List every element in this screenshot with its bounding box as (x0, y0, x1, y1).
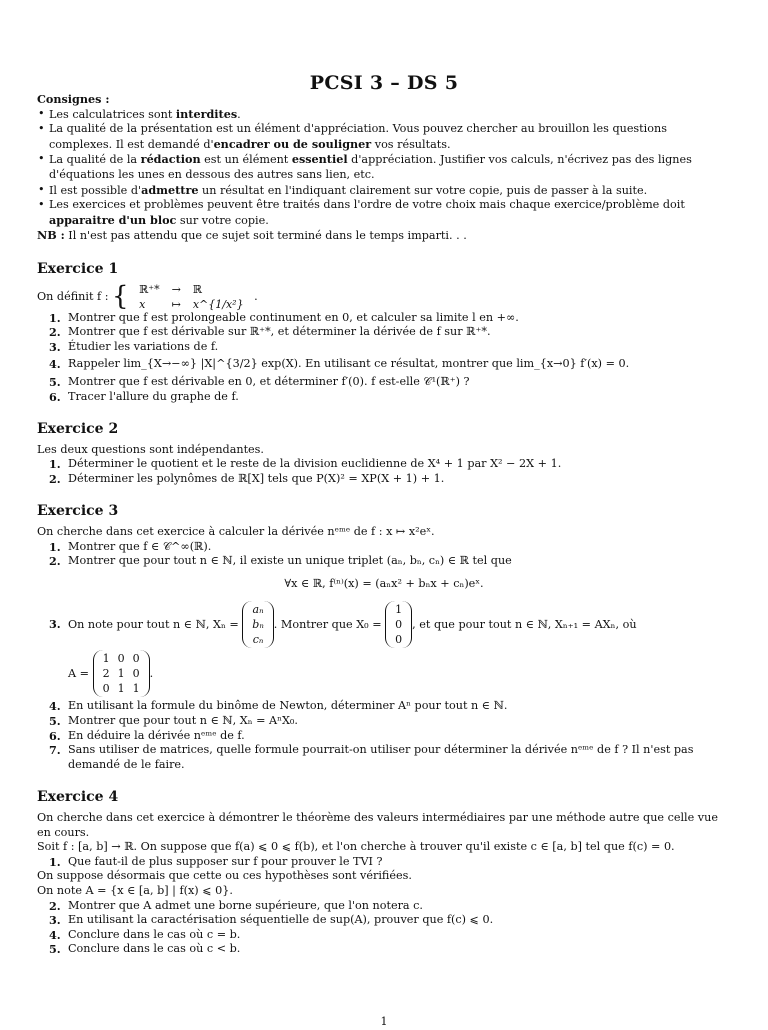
consigne-item: • Les calculatrices sont interdites. (37, 107, 731, 123)
page-number: 1 (380, 1015, 388, 1028)
ex3-question-3 (37, 597, 731, 648)
question: 2. Montrer que pour tout n ∈ ℕ, il existe un unique triplet (aₙ, bₙ, cₙ) ∈ ℝ tel que (49, 554, 512, 569)
ex4-questions (37, 899, 731, 957)
question: 3. En utilisant la caractérisation séquentielle de sup(A), prouver que f(c) ⩽ 0. (49, 913, 494, 928)
consigne-item: • Il est possible d'admettre un résultat en l'indiquant clairement sur votre copie, puis de passer à la suite. (37, 183, 731, 199)
consignes-list (37, 107, 731, 229)
question: 2. Déterminer les polynômes de ℝ[X] tels que P(X)² = XP(X + 1) + 1. (49, 471, 445, 486)
x0-vector: 1 0 0 (385, 601, 412, 648)
question: 1. Montrer que f est prolongeable continument en 0, et calculer sa limite l en +∞. (49, 310, 519, 325)
ex4-intro-1: On cherche dans cet exercice à démontrer le théorème des valeurs intermédiaires par une méthode autre que celle vue en cours. (37, 811, 718, 839)
question: 4. Conclure dans le cas où c = b. (49, 927, 241, 942)
ex3-display-equation: ∀x ∈ ℝ, f⁽ⁿ⁾(x) = (aₙx² + bₙx + cₙ)eˣ. (284, 576, 484, 590)
question: 7. Sans utiliser de matrices, quelle formule pourrait-on utiliser pour déterminer la dérivée nᵉᵐᵉ de f ? Il n'est pas demandé de le faire. (49, 743, 694, 771)
ex4-mid-2: On note A = {x ∈ [a, b] | f(x) ⩽ 0}. (37, 883, 233, 897)
question: 4. En utilisant la formule du binôme de Newton, déterminer Aⁿ pour tout n ∈ ℕ. (49, 699, 508, 714)
question: 1. Déterminer le quotient et le reste de la division euclidienne de X⁴ + 1 par X² − 2X + 1. (49, 457, 562, 472)
xn-vector: aₙ bₙ cₙ (242, 601, 274, 648)
question: 3. On note pour tout n ∈ ℕ, Xₙ = aₙ bₙ cₙ . Montrer que X₀ = 1 0 0 , et que pour tout n ∈ ℕ, Xₙ₊₁ = AXₙ, où (49, 603, 637, 647)
question: 5. Montrer que f est dérivable en 0, et déterminer f′(0). f est-elle 𝒞¹(ℝ⁺) ? (49, 374, 470, 389)
ex4-question-1 (37, 855, 731, 870)
question: 1. Que faut-il de plus supposer sur f pour prouver le TVI ? (49, 854, 383, 869)
matrix-a: A = 1 0 0 2 1 0 0 1 1 . (68, 652, 154, 696)
question: 1. Montrer que f ∈ 𝒞^∞(ℝ). (49, 539, 212, 554)
ex1-def-table: ℝ⁺* → ℝ x ↦ x^{1/x²} (139, 282, 244, 311)
question: 5. Conclure dans le cas où c < b. (49, 942, 241, 957)
exercise-1-title: Exercice 1 (37, 260, 119, 277)
nb-note: NB : Il n'est pas attendu que ce sujet soit terminé dans le temps imparti. . . (37, 228, 467, 243)
document-body (37, 72, 731, 957)
exercise-4-title: Exercice 4 (37, 789, 119, 806)
exercise-3-title: Exercice 3 (37, 503, 119, 520)
question: 6. Tracer l'allure du graphe de f. (49, 389, 239, 404)
question: 3. Étudier les variations de f. (49, 339, 219, 354)
ex4-intro-2: Soit f : [a, b] → ℝ. On suppose que f(a) ⩽ 0 ⩽ f(b), et l'on cherche à trouver qu'il existe c ∈ [a, b] tel que f(c) = 0. (37, 840, 675, 854)
consignes-heading: Consignes : (37, 92, 110, 106)
question: 5. Montrer que pour tout n ∈ ℕ, Xₙ = AⁿX₀. (49, 714, 298, 729)
consigne-item: • La qualité de la rédaction est un élément essentiel d'appréciation. Justifier vos calculs, n'écrivez pas des lignes d'équations les unes en dessous des autres sans lien, etc. (37, 152, 731, 182)
consigne-item: • La qualité de la présentation est un élément d'appréciation. Vous pouvez chercher au brouillon les questions complexes. Il est demandé d'encadrer ou de souligner vos résultats. (37, 122, 731, 152)
ex1-questions (37, 311, 731, 405)
exercise-2-title: Exercice 2 (37, 421, 119, 438)
ex3-intro: On cherche dans cet exercice à calculer la dérivée nᵉᵐᵉ de f : x ↦ x²eˣ. (37, 525, 435, 539)
ex3-questions-rest (37, 699, 731, 772)
ex2-intro: Les deux questions sont indépendantes. (37, 442, 264, 456)
question: 4. Rappeler lim_{X→−∞} |X|^{3/2} exp(X). En utilisant ce résultat, montrer que lim_{x→0} f′(x) = 0. (49, 357, 630, 372)
question: 2. Montrer que f est dérivable sur ℝ⁺*, et déterminer la dérivée de f sur ℝ⁺*. (49, 325, 491, 340)
ex3-questions (37, 540, 731, 569)
ex2-questions (37, 457, 731, 486)
ex1-definition: On définit f : { ℝ⁺* → ℝ x ↦ x^{1/x²} . (37, 281, 258, 312)
ex4-mid-1: On suppose désormais que cette ou ces hypothèses sont vérifiées. (37, 869, 412, 883)
matrix-a-grid: 1 0 0 2 1 0 0 1 1 (93, 650, 150, 697)
consigne-item: • Les exercices et problèmes peuvent être traités dans l'ordre de votre choix mais chaque exercice/problème doit apparaitre d'un bloc sur votre copie. (37, 198, 731, 228)
question: 2. Montrer que A admet une borne supérieure, que l'on notera c. (49, 898, 423, 913)
question: 6. En déduire la dérivée nᵉᵐᵉ de f. (49, 728, 245, 743)
page-title: PCSI 3 – DS 5 (309, 72, 459, 94)
